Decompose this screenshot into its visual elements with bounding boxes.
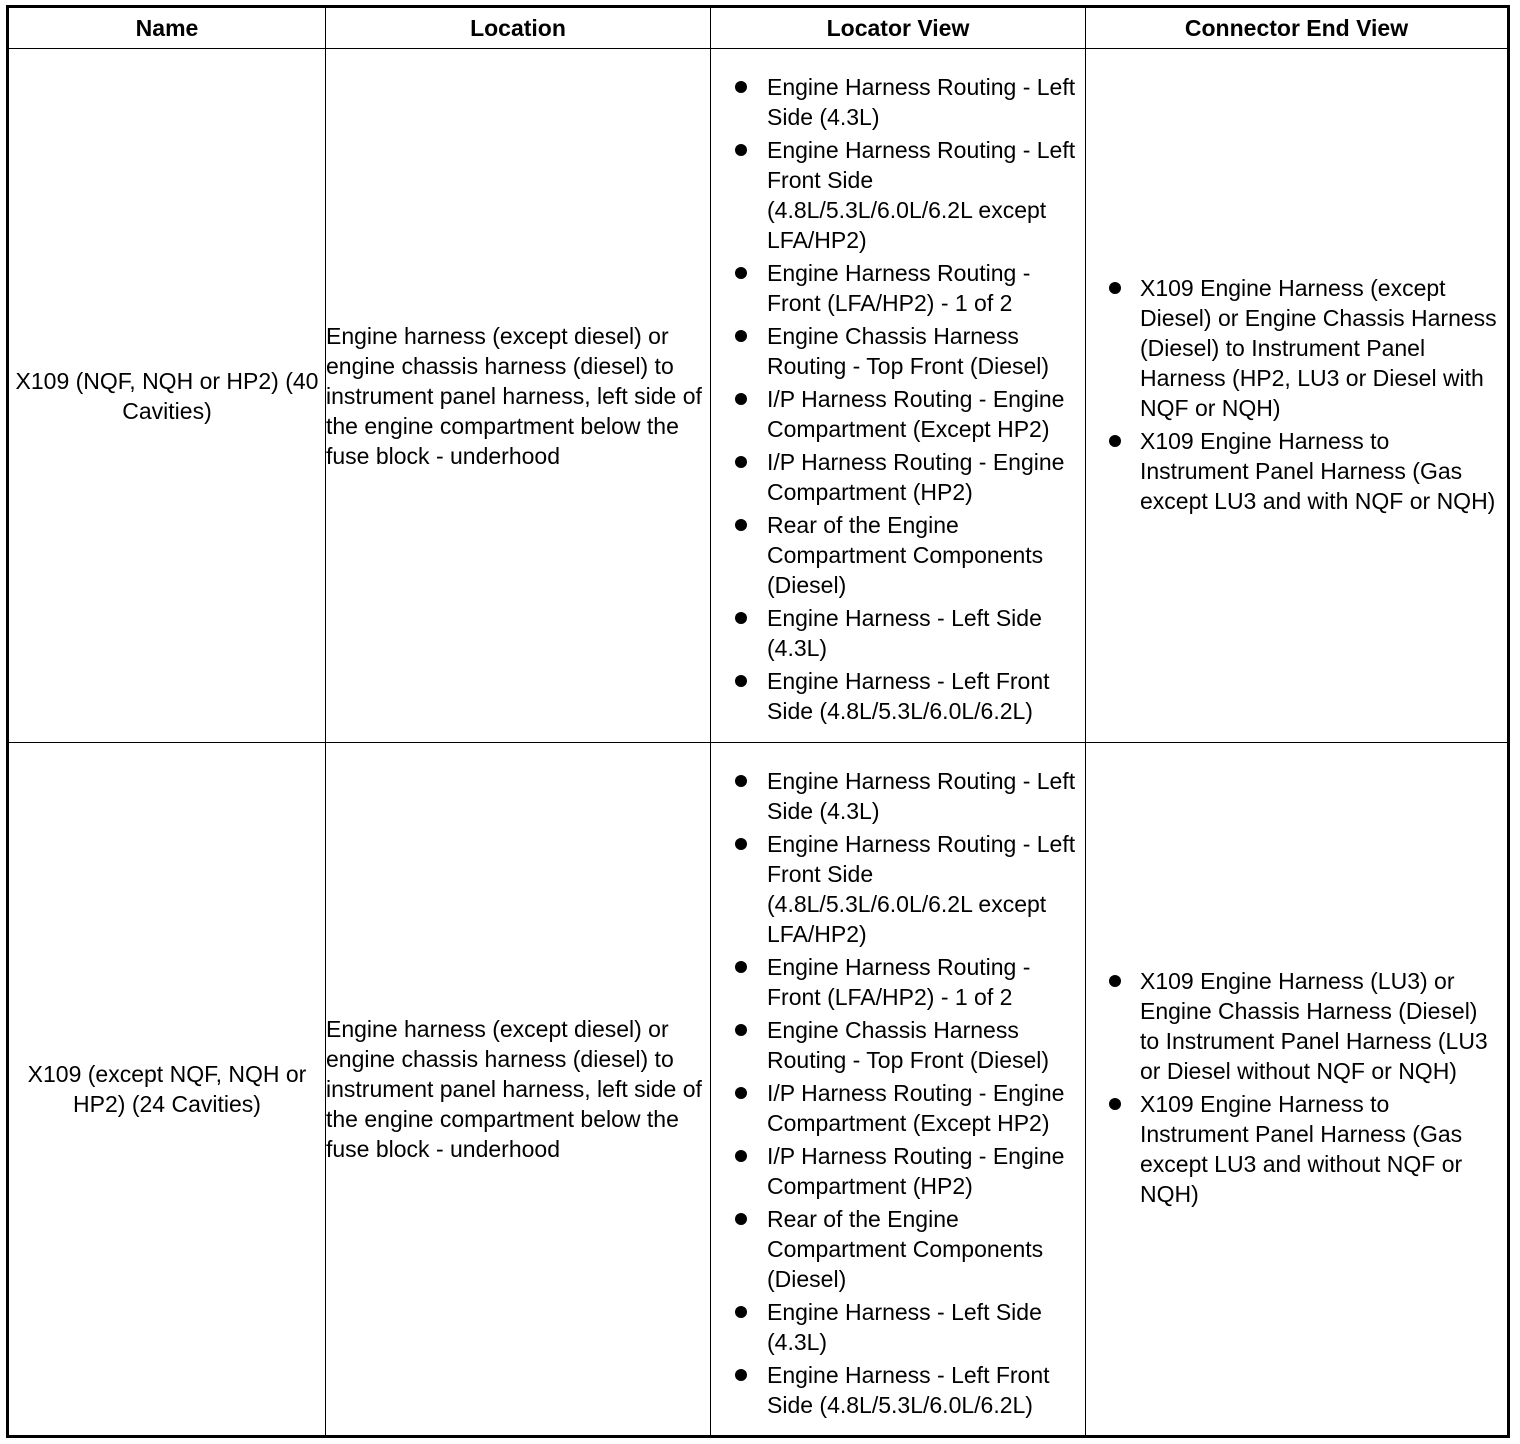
locator-view-item[interactable] (767, 1204, 1077, 1294)
locator-view-label: Engine Harness - Left Side (4.3L) (767, 605, 1042, 661)
locator-view-item[interactable] (767, 666, 1077, 726)
bullet-icon (735, 1024, 747, 1036)
locator-view-label: Engine Harness Routing - Front (LFA/HP2) - 1 of 2 (767, 953, 1031, 1010)
locator-view-item[interactable] (767, 952, 1077, 1012)
bullet-icon (735, 81, 747, 93)
bullet-icon (1109, 1098, 1121, 1110)
locator-view-label: I/P Harness Routing - Engine Compartment (Except HP2) (767, 386, 1065, 442)
locator-view-label: Engine Harness Routing - Left Side (4.3L) (767, 74, 1076, 130)
bullet-icon (735, 612, 747, 624)
bullet-icon (735, 144, 747, 156)
connector-end-view-item[interactable] (1140, 273, 1499, 423)
header-locator-view: Locator View (711, 7, 1086, 49)
bullet-icon (1109, 435, 1121, 447)
connector-end-view-item[interactable] (1140, 1089, 1499, 1209)
locator-view-list (711, 756, 1085, 1420)
locator-view-item[interactable] (767, 447, 1077, 507)
locator-view-label: Engine Harness Routing - Left Front Side (4.8L/5.3L/6.0L/6.2L except LFA/HP2) (767, 830, 1076, 947)
locator-view-label: Engine Chassis Harness Routing - Top Front (Diesel) (767, 323, 1050, 379)
bullet-icon (735, 267, 747, 279)
locator-view-label: Engine Harness - Left Front Side (4.8L/5.3L/6.0L/6.2L) (767, 668, 1050, 724)
locator-view-item[interactable] (767, 135, 1077, 255)
bullet-icon (735, 1150, 747, 1162)
locator-view-label: Engine Harness Routing - Left Side (4.3L) (767, 767, 1076, 824)
bullet-icon (735, 1213, 747, 1225)
header-name: Name (8, 7, 326, 49)
locator-view-item[interactable] (767, 510, 1077, 600)
locator-view-list (711, 62, 1085, 726)
bullet-icon (735, 838, 747, 850)
connector-end-view-item[interactable] (1140, 426, 1499, 516)
bullet-icon (735, 1369, 747, 1381)
bullet-icon (735, 775, 747, 787)
locator-view-label: Rear of the Engine Compartment Components (Diesel) (767, 1205, 1044, 1292)
connector-end-view-list (1086, 273, 1507, 516)
locator-view-label: I/P Harness Routing - Engine Compartment (HP2) (767, 449, 1065, 505)
header-location: Location (326, 7, 711, 49)
connector-end-view-label: X109 Engine Harness (LU3) or Engine Chassis Harness (Diesel) to Instrument Panel Harness (LU3 or Diesel without NQF or NQH) (1140, 968, 1488, 1084)
locator-view-label: Engine Harness Routing - Front (LFA/HP2) - 1 of 2 (767, 260, 1031, 316)
header-row (8, 7, 1509, 49)
connector-location: Engine harness (except diesel) or engine chassis harness (diesel) to instrument panel harness, left side of the engine compartment below the fuse block - underhood (326, 743, 711, 1437)
header-connector-end-view: Connector End View (1086, 7, 1509, 49)
table-row (8, 743, 1509, 1437)
bullet-icon (1109, 975, 1121, 987)
bullet-icon (735, 1306, 747, 1318)
locator-view-item[interactable] (767, 384, 1077, 444)
locator-view-item[interactable] (767, 1360, 1077, 1420)
locator-view-item[interactable] (767, 1015, 1077, 1075)
locator-view-label: I/P Harness Routing - Engine Compartment (HP2) (767, 1142, 1065, 1199)
locator-view-item[interactable] (767, 321, 1077, 381)
bullet-icon (735, 1087, 747, 1099)
locator-view-cell (711, 49, 1086, 743)
table-row (8, 49, 1509, 743)
bullet-icon (735, 675, 747, 687)
connector-end-view-list (1086, 966, 1507, 1209)
connector-table (6, 5, 1510, 1438)
locator-view-label: Engine Chassis Harness Routing - Top Front (Diesel) (767, 1016, 1050, 1073)
locator-view-item[interactable] (767, 829, 1077, 949)
connector-end-view-cell (1086, 49, 1509, 743)
locator-view-item[interactable] (767, 72, 1077, 132)
locator-view-item[interactable] (767, 766, 1077, 826)
locator-view-label: I/P Harness Routing - Engine Compartment (Except HP2) (767, 1079, 1065, 1136)
locator-view-label: Engine Harness - Left Side (4.3L) (767, 1298, 1042, 1355)
connector-end-view-label: X109 Engine Harness to Instrument Panel Harness (Gas except LU3 and without NQF or NQH) (1140, 1091, 1463, 1207)
connector-name: X109 (except NQF, NQH or HP2) (24 Cavities) (8, 743, 326, 1437)
connector-end-view-cell (1086, 743, 1509, 1437)
bullet-icon (735, 961, 747, 973)
locator-view-item[interactable] (767, 603, 1077, 663)
locator-view-label: Rear of the Engine Compartment Components (Diesel) (767, 512, 1044, 598)
bullet-icon (735, 519, 747, 531)
locator-view-item[interactable] (767, 1297, 1077, 1357)
bullet-icon (735, 456, 747, 468)
locator-view-cell (711, 743, 1086, 1437)
bullet-icon (735, 330, 747, 342)
bullet-icon (735, 393, 747, 405)
connector-location: Engine harness (except diesel) or engine chassis harness (diesel) to instrument panel harness, left side of the engine compartment below the fuse block - underhood (326, 49, 711, 743)
connector-end-view-item[interactable] (1140, 966, 1499, 1086)
connector-name: X109 (NQF, NQH or HP2) (40 Cavities) (8, 49, 326, 743)
locator-view-item[interactable] (767, 258, 1077, 318)
locator-view-item[interactable] (767, 1078, 1077, 1138)
locator-view-item[interactable] (767, 1141, 1077, 1201)
connector-end-view-label: X109 Engine Harness (except Diesel) or Engine Chassis Harness (Diesel) to Instrument Panel Harness (HP2, LU3 or Diesel with NQF or NQH) (1140, 274, 1497, 421)
bullet-icon (1109, 282, 1121, 294)
locator-view-label: Engine Harness - Left Front Side (4.8L/5.3L/6.0L/6.2L) (767, 1361, 1050, 1418)
locator-view-label: Engine Harness Routing - Left Front Side (4.8L/5.3L/6.0L/6.2L except LFA/HP2) (767, 137, 1076, 253)
connector-end-view-label: X109 Engine Harness to Instrument Panel Harness (Gas except LU3 and with NQF or NQH) (1140, 427, 1496, 514)
